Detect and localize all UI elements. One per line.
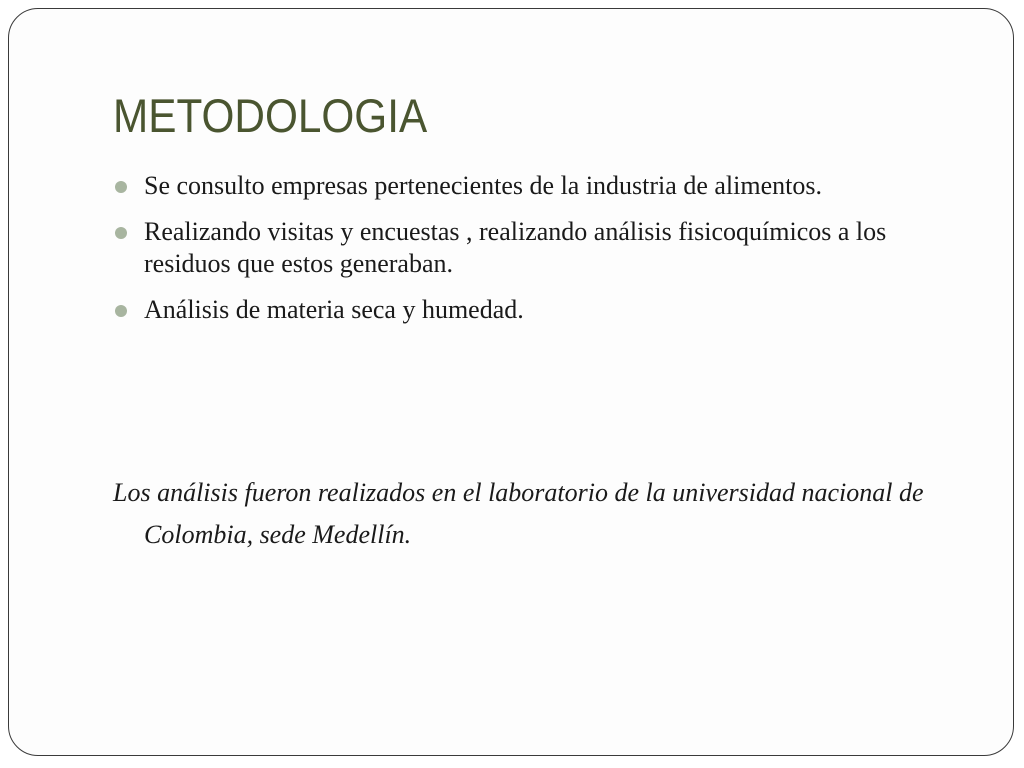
bullet-text: Realizando visitas y encuestas , realizando análisis fisicoquímicos a los residuos que estos generaban.	[144, 217, 887, 278]
bullet-marker-icon	[115, 305, 127, 317]
bullet-marker-icon	[115, 227, 127, 239]
slide-title: METODOLOGIA	[113, 89, 428, 142]
methodology-note: Los análisis fueron realizados en el laboratorio de la universidad nacional de Colombia, sede Medellín.	[113, 478, 924, 549]
bullet-text: Análisis de materia seca y humedad.	[144, 295, 524, 324]
bullet-text: Se consulto empresas pertenecientes de la industria de alimentos.	[144, 171, 822, 200]
bullet-list	[113, 170, 893, 340]
bullet-item	[113, 170, 893, 202]
bullet-item	[113, 294, 893, 326]
bullet-item	[113, 216, 893, 280]
bullet-marker-icon	[115, 181, 127, 193]
